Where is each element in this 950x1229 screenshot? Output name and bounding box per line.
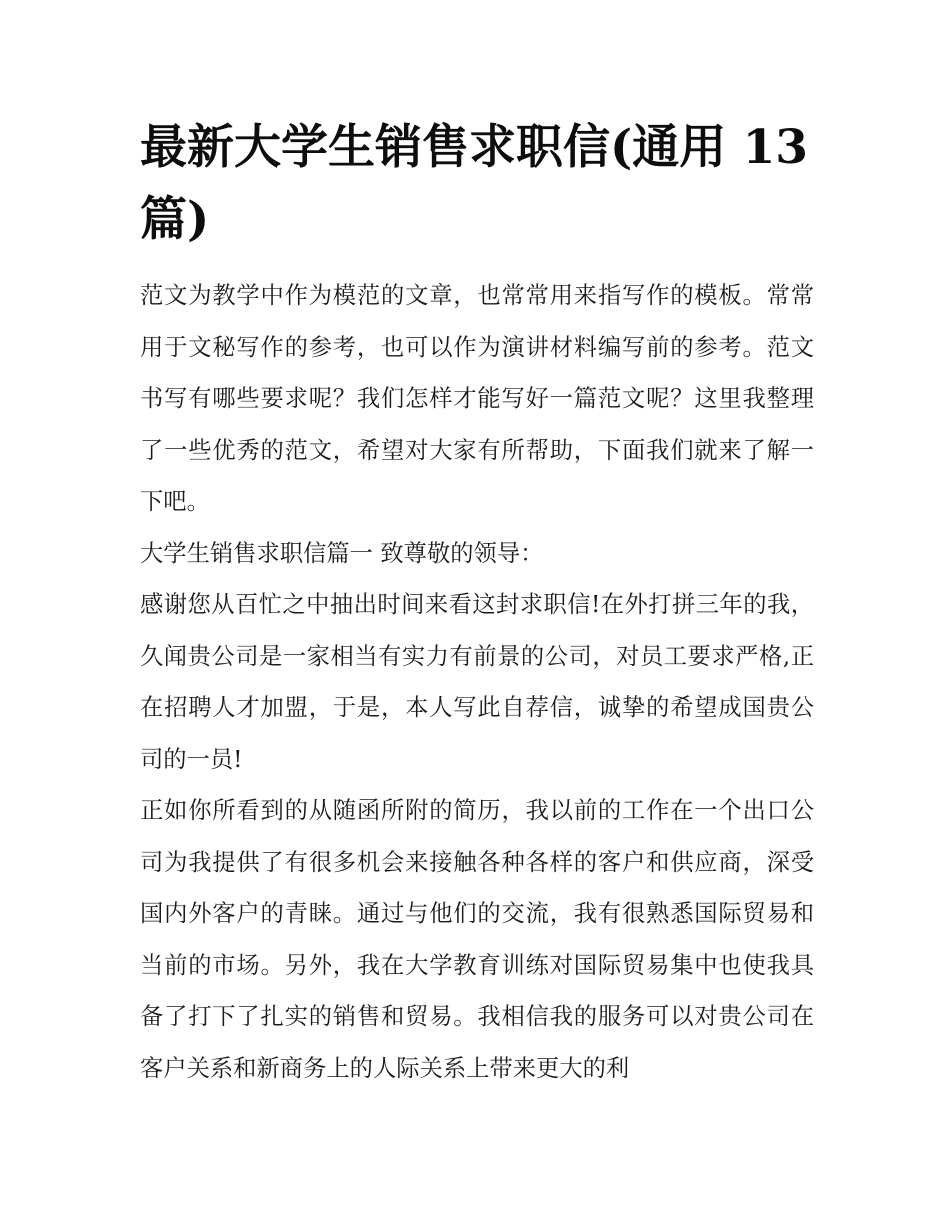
letter-paragraph-2: 正如你所看到的从随函所附的简历，我以前的工作在一个出口公司为我提供了有很多机会来接触各种各样的客户和供应商，深受国内外客户的青睐。通过与他们的交流，我有很熟悉国际贸易和当前的市场。另外，我在大学教育训练对国际贸易集中也使我具备了打下了扎实的销售和贸易。我相信我的服务可以对贵公司在客户关系和新商务上的人际关系上带来更大的利 xyxy=(140,797,814,1082)
intro-paragraph: 范文为教学中作为模范的文章，也常常用来指写作的模板。常常用于文秘写作的参考，也可以作为演讲材料编写前的参考。范文书写有哪些要求呢？我们怎样才能写好一篇范文呢？这里我整理了一些优秀的范文，希望对大家有所帮助，下面我们就来了解一下吧。 xyxy=(140,282,814,515)
document-content xyxy=(140,112,814,1094)
document-title: 最新大学生销售求职信(通用 13 篇) xyxy=(140,120,809,247)
letter-heading: 大学生销售求职信篇一 致尊敬的领导： xyxy=(140,539,544,567)
letter-paragraph-1: 感谢您从百忙之中抽出时间来看这封求职信!在外打拼三年的我，久闻贵公司是一家相当有实力有前景的公司，对员工要求严格,正在招聘人才加盟，于是，本人写此自荐信，诚挚的希望成国贵公司的一员! xyxy=(140,591,814,773)
document-body xyxy=(140,270,814,1094)
